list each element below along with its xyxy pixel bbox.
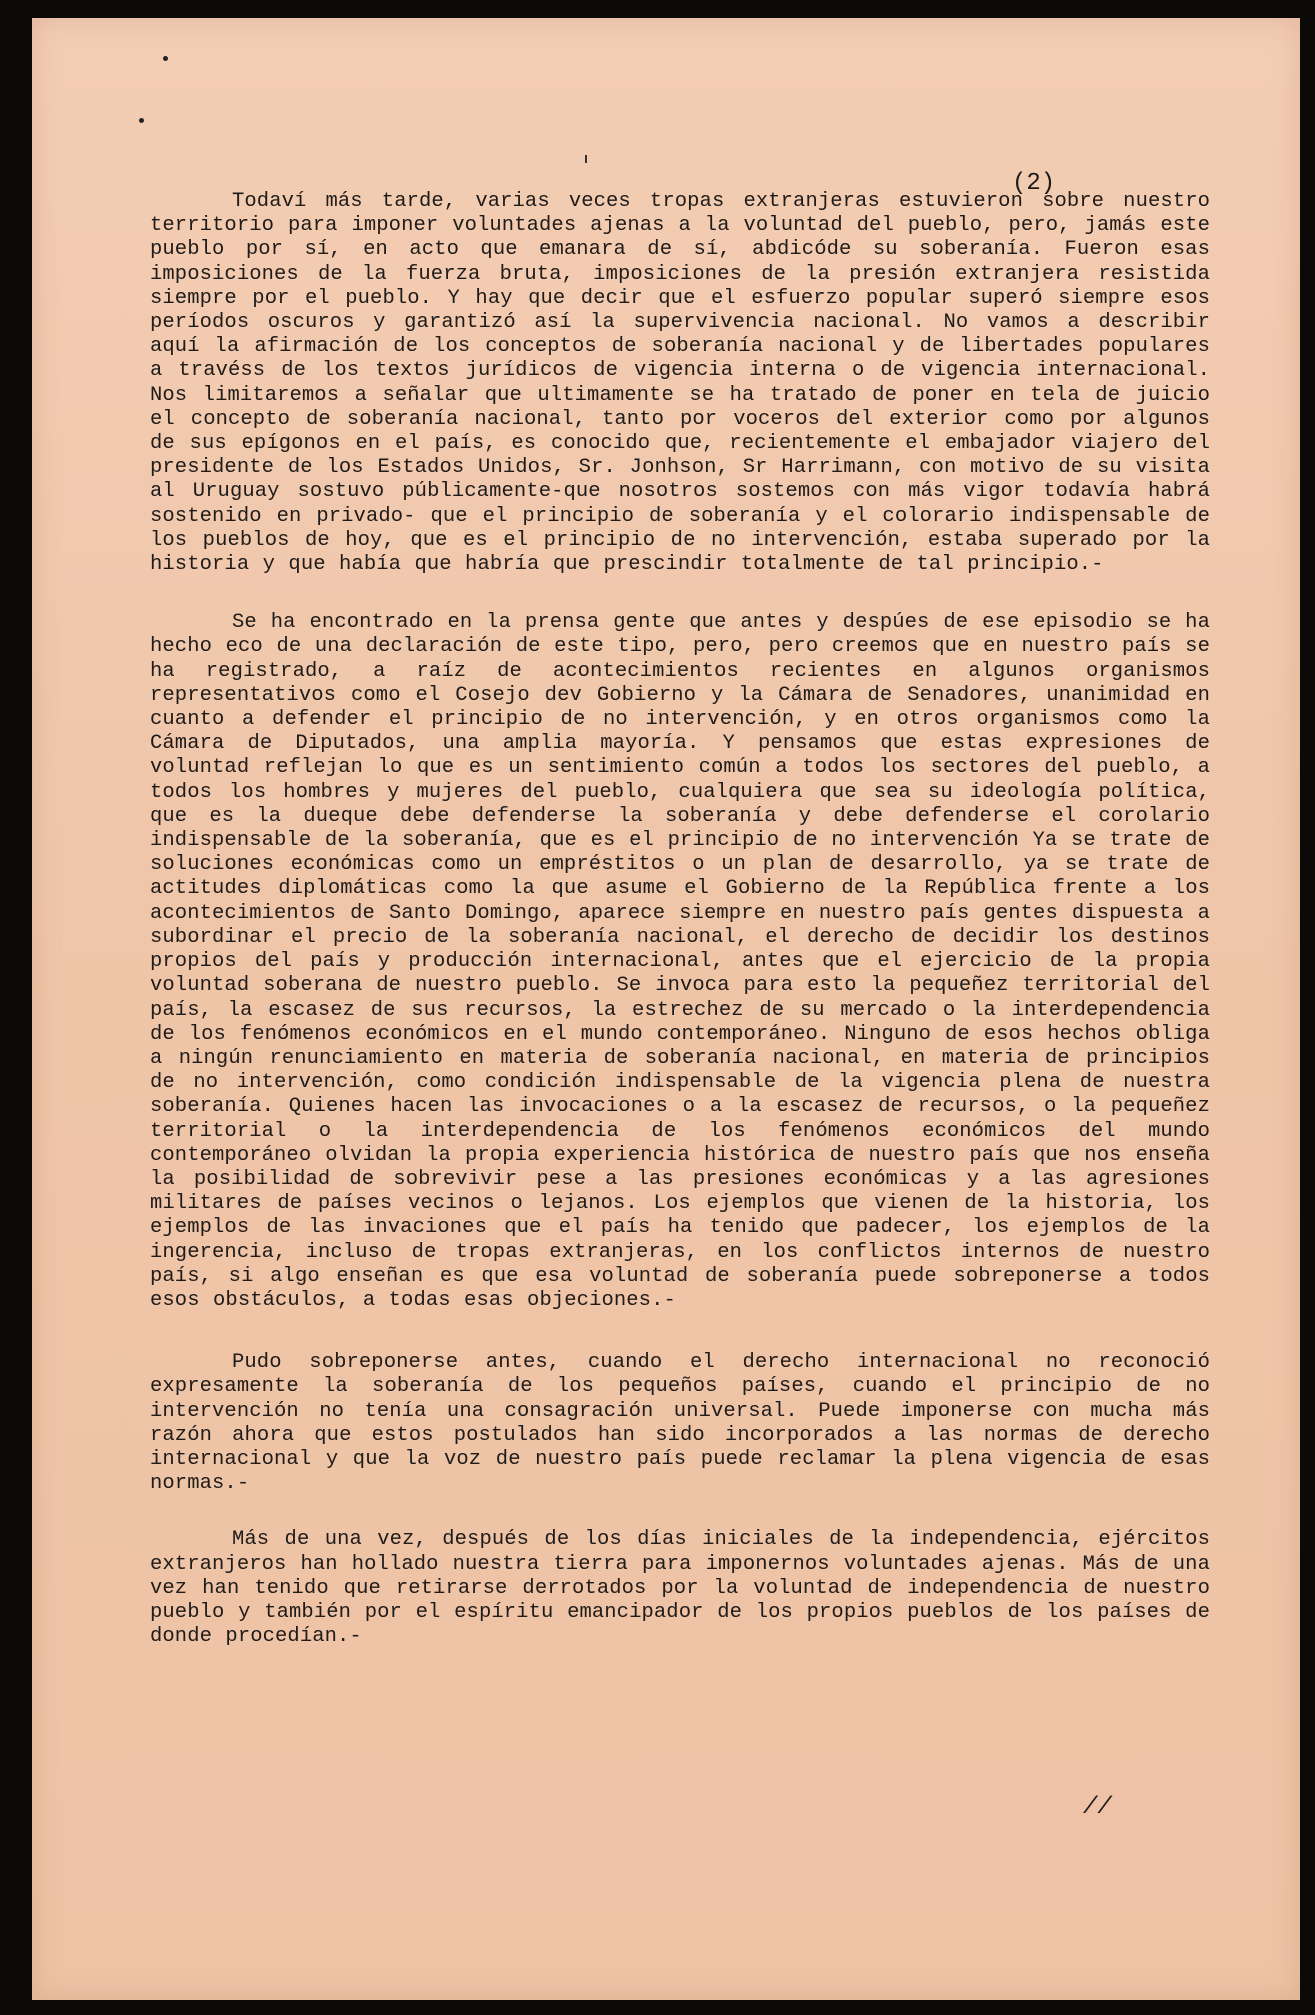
ink-speck xyxy=(163,56,168,61)
ink-speck xyxy=(139,118,144,123)
continuation-mark: // xyxy=(1083,1794,1112,1821)
paragraph-4: Más de una vez, después de los días iniciales de la independencia, ejércitos extranjeros han hollado nuestra tierra para imponernos voluntades ajenas. Más de una vez han tenido que retirarse derrotados por la voluntad de independencia de nuestro pueblo y también por el espíritu emancipador de los propios pueblos de los países de donde procedían.- xyxy=(150,1528,1210,1649)
paragraph-2: Se ha encontrado en la prensa gente que antes y despúes de ese episodio se ha hecho eco de una declaración de este tipo, pero, pero creemos que en nuestro país se ha registrado, a raíz de acontecimientos recientes en algunos organismos representativos como el Cosejo dev Gobierno y la Cámara de Senadores, unanimidad en cuanto a defender el principio de no intervención, y en otros organismos como la Cámara de Diputados, una amplia mayoría. Y pensamos que estas expresiones de voluntad reflejan lo que es un sentimiento común a todos los sectores del pueblo, a todos los hombres y mujeres del pueblo, cualquiera que sea su ideología política, que es la dueque debe defenderse la soberanía y debe defenderse el corolario indispensable de la soberanía, que es el principio de no intervención Ya se trate de soluciones económicas como un empréstitos o un plan de desarrollo, ya se trate de actitudes diplomáticas como la que asume el Gobierno de la República frente a los acontecimientos de Santo Domingo, aparece siempre en nuestro país gentes dispuesta a subordinar el precio de la soberanía nacional, el derecho de decidir los destinos propios del país y producción internacional, antes que el ejercicio de la propia voluntad soberana de nuestro pueblo. Se invoca para esto la pequeñez territorial del país, la escasez de sus recursos, la estrechez de su mercado o la interdependencia de los fenómenos económicos en el mundo contemporáneo. Ninguno de esos hechos obliga a ningún renunciamiento en materia de soberanía nacional, en materia de principios de no intervención, como condición indispensable de la vigencia plena de nuestra soberanía. Quienes hacen las invocaciones o a la escasez de recursos, o la pequeñez territorial o la interdependencia de los fenómenos económicos del mundo contemporáneo olvidan la propia experiencia histórica de nuestro país que nos enseña la posibilidad de sobrevivir pese a las presiones económicas y a las agresiones militares de países vecinos o lejanos. Los ejemplos que vienen de la historia, los ejemplos de las invaciones que el país ha tenido que padecer, los ejemplos de la ingerencia, incluso de tropas extranjeras, en los conflictos internos de nuestro país, si algo enseñan es que esa voluntad de soberanía puede sobreponerse a todos esos obstáculos, a todas esas objeciones.- xyxy=(150,611,1210,1312)
document-body xyxy=(150,190,1210,1649)
ink-mark xyxy=(585,155,587,163)
page-number: (2) xyxy=(1012,170,1056,197)
paragraph-3: Pudo sobreponerse antes, cuando el derecho internacional no reconoció expresamente la soberanía de los pequeños países, cuando el principio de no intervención no tenía una consagración universal. Puede imponerse con mucha más razón ahora que estos postulados han sido incorporados a las normas de derecho internacional y que la voz de nuestro país puede reclamar la plena vigencia de esas normas.- xyxy=(150,1351,1210,1496)
paragraph-1: Todaví más tarde, varias veces tropas extranjeras estuvieron sobre nuestro territorio para imponer voluntades ajenas a la voluntad del pueblo, pero, jamás este pueblo por sí, en acto que emanara de sí, abdicóde su soberanía. Fueron esas imposiciones de la fuerza bruta, imposiciones de la presión extranjera resistida siempre por el pueblo. Y hay que decir que el esfuerzo popular superó siempre esos períodos oscuros y garantizó así la supervivencia nacional. No vamos a describir aquí la afirmación de los conceptos de soberanía nacional y de libertades populares a travéss de los textos jurídicos de vigencia interna o de vigencia internacional. Nos limitaremos a señalar que ultimamente se ha tratado de poner en tela de juicio el concepto de soberanía nacional, tanto por voceros del exterior como por algunos de sus epígonos en el país, es conocido que, recientemente el embajador viajero del presidente de los Estados Unidos, Sr. Jonhson, Sr Harrimann, con motivo de su visita al Uruguay sostuvo públicamente-que nosotros sostemos con más vigor todavía habrá sostenido en privado- que el principio de soberanía y el colorario indispensable de los pueblos de hoy, que es el principio de no intervención, estaba superado por la historia y que había que habría que prescindir totalmente de tal principio.- xyxy=(150,190,1210,577)
